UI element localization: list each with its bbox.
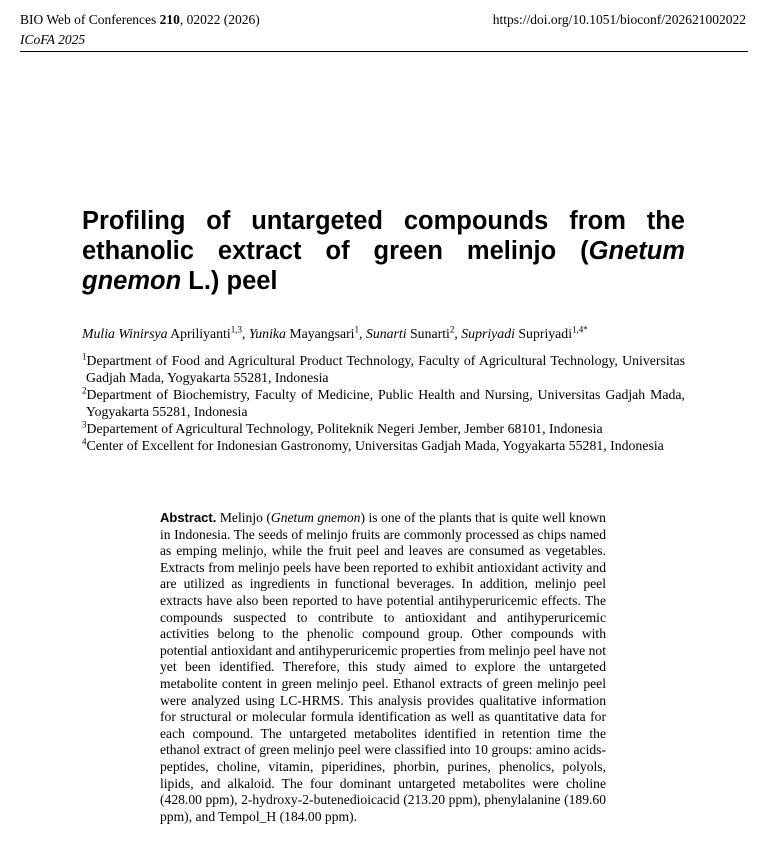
author: Supriyadi Supriyadi$^{1,4*}$ (461, 324, 588, 341)
header-divider (20, 51, 748, 52)
author: Sunarti Sunarti$^2$, (365, 324, 462, 341)
paper-title (82, 206, 685, 296)
affiliation: $^4$Center of Excellent for Indonesian Gastronomy, Universitas Gadjah Mada, Yogyakarta 55281, Indonesia (82, 436, 664, 454)
author: Yunika Mayangsari$^1$, (248, 324, 366, 341)
journal-citation (20, 10, 260, 30)
abstract-body: ) is one of the plants that is quite well known in Indonesia. The seeds of melinjo fruits are commonly processed as chips named as emping melinjo, while the fruit peel and leaves are consumed as vegetables. Extracts from melinjo peels have been reported to exhibit antioxidant activity and are utilized as ingredients in functional beverages. In addition, melinjo peel extracts have also been reported to have potential antihyperuricemic effects. The compounds suspected to contribute to antioxidant and antihyperuricemic activities belong to the phenolic compound group. Other compounds with potential antioxidant and antihyperuricemic properties from melinjo peel have not yet been identified. Therefore, this study aimed to explore the untargeted metabolite content in green melinjo peel. Ethanol extracts of green melinjo peel were analyzed using LC-HRMS. This analysis provides qualitative information for structural or molecular formula identification as well as quantitative data for each compound. The untargeted metabolites identified in retention time the ethanol extract of green melinjo peel were classified into 10 groups: amino acids-peptides, choline, vitamin, piperidines, phorbin, purines, phenolics, polyols, lipids, and alkaloid. The four dominant untargeted metabolites were choline (428.00 ppm), 2-hydroxy-2-butenedioicacid (213.20 ppm), phenylalanine (189.60 ppm), and Tempol_H (184.00 ppm). (160, 510, 606, 824)
doi-link[interactable]: https://doi.org/10.1051/bioconf/202621002022 (492, 12, 746, 27)
journal-volume: 210 (159, 12, 180, 27)
article-number: , 02022 (2026) (179, 12, 260, 27)
affiliation: $^3$Departement of Agricultural Technology, Politeknik Negeri Jember, Jember 68101, Indonesia (82, 419, 603, 437)
abstract-heading: Abstract. (160, 510, 217, 525)
journal-name: BIO Web of Conferences (20, 12, 157, 27)
author-list (82, 325, 692, 343)
affiliation-list (82, 352, 685, 455)
author: Mulia Winirsya Apriliyanti$^{1,3}$, (82, 324, 249, 341)
abstract-species: Gnetum gnemon (270, 510, 361, 525)
abstract (160, 510, 606, 825)
conference-name: ICoFA 2025 (20, 32, 86, 47)
title-species: Gnetum gnemon (82, 237, 685, 295)
title-text: Profiling of untargeted compounds from the ethanolic extract of green melinjo ( (82, 207, 685, 265)
affiliation: $^1$Department of Food and Agricultural Product Technology, Faculty of Agricultural Technology, Universitas Gadjah Mada, Yogyakarta 55281, Indonesia (82, 351, 685, 386)
abstract-lead: Melinjo ( (216, 510, 271, 525)
title-text-end: L.) peel (181, 267, 278, 295)
affiliation: $^2$Department of Biochemistry, Faculty of Medicine, Public Health and Nursing, Universitas Gadjah Mada, Yogyakarta 55281, Indonesia (82, 385, 685, 420)
running-header (20, 10, 260, 50)
